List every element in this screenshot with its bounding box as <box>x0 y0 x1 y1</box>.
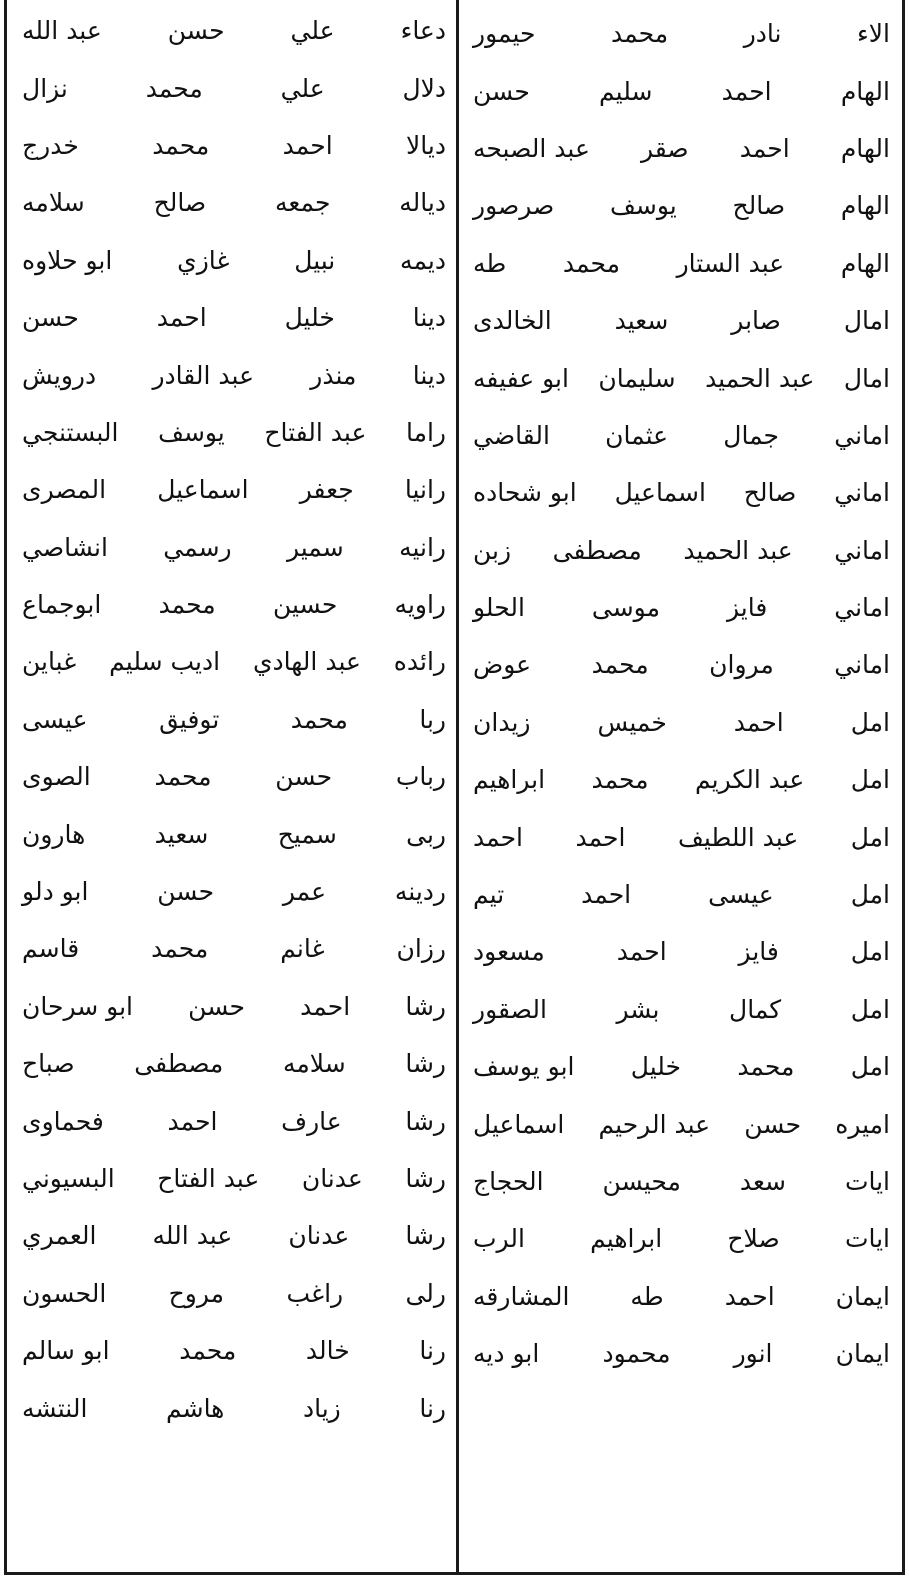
name-part: ابو دلو <box>22 877 89 907</box>
name-part: ابو سرحان <box>22 991 133 1021</box>
name-row <box>459 120 902 177</box>
name-part: الحسون <box>22 1278 107 1308</box>
name-part: اسماعيل <box>614 478 706 508</box>
name-part: عبد الحميد <box>705 363 815 393</box>
name-part: جمال <box>723 420 779 450</box>
name-part: عبد الهادي <box>252 647 361 677</box>
name-part: غانم <box>280 934 325 964</box>
name-part: اماني <box>834 593 890 623</box>
name-part: امال <box>843 363 890 393</box>
name-part: ايمان <box>835 1281 890 1311</box>
name-part: فايز <box>738 937 779 967</box>
name-part: رنا <box>419 1393 446 1423</box>
name-part: محمد <box>151 934 209 964</box>
name-part: جعفر <box>299 475 354 505</box>
name-part: الخالدى <box>473 306 552 336</box>
name-row <box>10 633 456 690</box>
name-part: محمد <box>145 73 203 103</box>
name-part: محمد <box>152 130 210 160</box>
name-part: خليل <box>284 303 335 333</box>
name-part: امل <box>850 765 890 795</box>
name-part: عبد الرحيم <box>598 1109 711 1139</box>
name-part: عبد الله <box>152 1221 233 1251</box>
name-part: نزال <box>22 73 68 103</box>
name-part: امل <box>850 994 890 1024</box>
name-part: الحجاج <box>473 1167 544 1196</box>
name-part: حسن <box>167 16 225 46</box>
name-part: راويه <box>394 590 446 620</box>
name-part: رشا <box>405 1049 446 1079</box>
name-part: كمال <box>729 994 782 1024</box>
name-part: الهام <box>840 133 890 163</box>
name-row <box>459 1095 902 1152</box>
name-part: مصطفى <box>134 1049 224 1079</box>
name-row <box>459 1038 902 1095</box>
name-part: امل <box>850 822 890 852</box>
name-part: رسمي <box>163 532 232 562</box>
name-row <box>10 519 456 576</box>
name-part: عبد القادر <box>152 360 254 390</box>
name-part: عمر <box>282 877 327 907</box>
name-row <box>10 461 456 518</box>
name-row <box>459 923 902 980</box>
name-part: الاء <box>857 19 890 49</box>
name-row <box>10 2 456 59</box>
name-part: علي <box>280 73 325 103</box>
name-part: ديمه <box>400 245 446 275</box>
name-row <box>10 805 456 862</box>
name-part: دعاء <box>400 16 446 46</box>
name-part: زبن <box>473 535 512 565</box>
name-part: ابو حلاوه <box>22 245 113 275</box>
name-part: الصقور <box>473 994 547 1024</box>
name-part: المشارقه <box>473 1281 570 1311</box>
name-part: رلى <box>405 1278 446 1308</box>
name-part: احمد <box>739 133 790 163</box>
name-part: ابراهيم <box>590 1224 663 1254</box>
name-part: عبد الفتاح <box>157 1164 260 1193</box>
name-part: توفيق <box>159 704 220 734</box>
name-part: مروح <box>168 1278 225 1308</box>
name-part: اماني <box>834 650 890 680</box>
name-part: اماني <box>834 420 890 450</box>
name-part: صابر <box>731 306 781 336</box>
name-part: اماني <box>834 535 890 565</box>
name-part: حسين <box>272 590 338 620</box>
name-row <box>459 1210 902 1267</box>
name-row <box>459 177 902 234</box>
name-part: دياله <box>399 188 446 218</box>
name-part: امل <box>850 1052 890 1082</box>
name-part: اماني <box>834 478 890 508</box>
name-part: سعيد <box>154 819 209 849</box>
name-part: مروان <box>709 650 774 680</box>
name-part: سعد <box>739 1167 787 1196</box>
name-row <box>459 981 902 1038</box>
name-part: احمد <box>300 991 351 1021</box>
name-part: صالح <box>153 188 207 218</box>
name-row <box>459 292 902 349</box>
name-part: جمعه <box>275 188 331 218</box>
name-part: احمد <box>721 76 772 106</box>
name-part: النتشه <box>22 1393 88 1423</box>
name-part: راغب <box>286 1278 344 1308</box>
name-part: الهام <box>840 248 890 278</box>
right-name-column <box>459 0 902 1572</box>
name-part: صباح <box>22 1049 75 1079</box>
name-part: هاشم <box>165 1393 225 1423</box>
name-part: مصطفى <box>552 535 642 565</box>
name-part: رباب <box>395 762 446 792</box>
name-part: احمد <box>581 880 632 910</box>
name-part: ايمان <box>835 1339 890 1369</box>
name-part: ابو ديه <box>473 1339 540 1369</box>
name-row <box>10 863 456 920</box>
name-part: رانيه <box>399 532 446 562</box>
name-row <box>459 522 902 579</box>
name-part: خميس <box>597 707 667 737</box>
name-part: سمير <box>286 532 344 562</box>
name-part: عبد الكريم <box>695 765 805 795</box>
name-part: محمد <box>179 1336 237 1366</box>
name-part: رشا <box>405 1164 446 1193</box>
name-part: حسن <box>275 762 333 792</box>
name-part: ربى <box>406 819 446 849</box>
name-part: طه <box>473 248 507 278</box>
name-row <box>459 579 902 636</box>
name-part: محمد <box>591 765 649 795</box>
name-part: محمد <box>562 248 621 278</box>
name-part: الرب <box>473 1224 525 1254</box>
name-part: عثمان <box>605 420 669 450</box>
name-part: انور <box>733 1339 773 1369</box>
name-part: خليل <box>630 1052 682 1082</box>
name-row <box>10 691 456 748</box>
name-row <box>10 978 456 1035</box>
name-part: احمد <box>156 303 207 333</box>
name-part: عبد الصبحه <box>473 133 590 163</box>
name-part: يوسف <box>158 417 225 447</box>
name-row <box>10 1035 456 1092</box>
name-row <box>10 117 456 174</box>
name-part: الصوى <box>22 762 91 792</box>
name-row <box>10 59 456 116</box>
name-part: الحلو <box>473 593 525 623</box>
name-row <box>10 1092 456 1149</box>
name-part: محمد <box>737 1052 795 1082</box>
name-part: درويش <box>22 360 97 390</box>
name-part: العمري <box>22 1221 97 1251</box>
name-part: احمد <box>724 1281 775 1311</box>
name-row <box>10 346 456 403</box>
name-row <box>10 1265 456 1322</box>
name-row <box>459 5 902 62</box>
name-part: رشا <box>405 1106 446 1136</box>
left-name-column <box>10 0 459 1572</box>
name-part: حسن <box>157 877 215 907</box>
name-part: امل <box>850 880 890 910</box>
name-part: غازي <box>177 245 230 275</box>
name-row <box>10 1322 456 1379</box>
name-part: ابو عفيفه <box>473 363 569 393</box>
name-part: احمد <box>282 130 333 160</box>
name-part: امل <box>850 937 890 967</box>
name-part: رانيا <box>404 475 446 505</box>
name-row <box>459 808 902 865</box>
name-part: احمد <box>167 1106 218 1136</box>
name-part: انشاصي <box>22 532 108 562</box>
name-row <box>10 1150 456 1207</box>
name-part: القاضي <box>473 420 550 450</box>
name-part: سلامه <box>283 1049 346 1079</box>
name-row <box>459 349 902 406</box>
name-row <box>10 748 456 805</box>
name-part: طه <box>630 1281 664 1311</box>
name-part: فحماوى <box>22 1106 104 1136</box>
name-part: دلال <box>402 73 446 103</box>
name-part: رائده <box>393 647 446 677</box>
name-part: صالح <box>732 191 786 221</box>
name-part: رنا <box>419 1336 446 1366</box>
name-list-sheet <box>4 0 905 1575</box>
name-row <box>459 636 902 693</box>
name-part: ابوجماع <box>22 590 102 620</box>
name-part: اديب سليم <box>109 647 221 677</box>
name-part: محمد <box>158 590 216 620</box>
name-part: عارف <box>281 1106 342 1136</box>
name-part: عبد الستار <box>676 248 785 278</box>
name-part: محمد <box>591 650 649 680</box>
name-part: هارون <box>22 819 86 849</box>
name-part: نادر <box>743 19 782 49</box>
name-part: حيمور <box>473 19 536 49</box>
name-part: عدنان <box>301 1164 363 1193</box>
name-part: حسن <box>188 991 245 1021</box>
name-part: خدرج <box>22 130 79 160</box>
name-part: موسى <box>591 593 660 623</box>
name-part: فايز <box>726 593 768 623</box>
name-part: ابو شحاده <box>473 478 577 508</box>
name-part: نبيل <box>294 245 336 275</box>
name-part: رزان <box>396 934 446 964</box>
name-row <box>459 1153 902 1210</box>
name-part: ايات <box>844 1167 890 1196</box>
name-part: الهام <box>840 76 890 106</box>
name-part: يوسف <box>610 191 677 221</box>
name-part: دينا <box>412 303 446 333</box>
name-part: خالد <box>305 1336 350 1366</box>
name-part: رشا <box>405 991 446 1021</box>
name-part: محمد <box>290 704 348 734</box>
name-part: احمد <box>733 707 784 737</box>
name-row <box>459 866 902 923</box>
name-part: صلاح <box>727 1224 780 1254</box>
name-row <box>10 232 456 289</box>
name-part: زياد <box>302 1393 341 1423</box>
name-part: سليمان <box>598 363 676 393</box>
name-part: عيسى <box>22 704 88 734</box>
name-part: عدنان <box>288 1221 350 1251</box>
name-part: صرصور <box>473 191 555 221</box>
name-part: ابراهيم <box>473 765 546 795</box>
name-part: حسن <box>22 303 79 333</box>
name-part: عبد الله <box>22 16 102 46</box>
name-part: منذر <box>310 360 357 390</box>
name-part: حسن <box>473 76 530 106</box>
name-part: المصرى <box>22 475 107 505</box>
name-row <box>459 62 902 119</box>
name-part: سعيد <box>614 306 669 336</box>
name-part: احمد <box>575 822 626 852</box>
name-part: ابو سالم <box>22 1336 110 1366</box>
name-part: دينا <box>412 360 446 390</box>
name-row <box>10 289 456 346</box>
name-part: البستنجي <box>22 417 119 447</box>
name-part: محمد <box>611 19 669 49</box>
name-part: امال <box>843 306 890 336</box>
name-part: زيدان <box>473 707 531 737</box>
name-part: الهام <box>840 191 890 221</box>
name-part: عيسى <box>708 880 774 910</box>
name-row <box>10 1379 456 1436</box>
name-part: تيم <box>473 880 505 910</box>
name-part: رشا <box>405 1221 446 1251</box>
name-row <box>10 576 456 633</box>
name-part: ايات <box>844 1224 890 1254</box>
name-part: احمد <box>616 937 667 967</box>
name-part: محيسن <box>602 1167 681 1196</box>
name-part: راما <box>405 417 446 447</box>
name-row <box>10 404 456 461</box>
name-part: احمد <box>473 822 524 852</box>
name-part: محمود <box>602 1339 671 1369</box>
name-part: عوض <box>473 650 532 680</box>
name-row <box>459 1325 902 1382</box>
name-part: سميح <box>277 819 337 849</box>
name-part: مسعود <box>473 937 545 967</box>
name-row <box>459 1268 902 1325</box>
name-row <box>10 174 456 231</box>
name-row <box>459 694 902 751</box>
name-part: صقر <box>640 133 689 163</box>
name-row <box>10 920 456 977</box>
name-part: اسماعيل <box>473 1109 565 1139</box>
name-part: علي <box>290 16 335 46</box>
name-part: غباين <box>22 647 77 677</box>
name-part: ردينه <box>394 877 446 907</box>
name-part: ربا <box>419 704 446 734</box>
name-part: سليم <box>599 76 653 106</box>
name-part: ديالا <box>406 130 446 160</box>
name-part: ابو يوسف <box>473 1052 575 1082</box>
name-part: صالح <box>743 478 797 508</box>
name-part: عبد الفتاح <box>264 417 367 447</box>
name-part: سلامه <box>22 188 85 218</box>
name-part: محمد <box>154 762 212 792</box>
name-row <box>459 464 902 521</box>
name-row <box>459 407 902 464</box>
name-part: البسيوني <box>22 1164 115 1193</box>
name-part: اسماعيل <box>157 475 249 505</box>
name-row <box>459 751 902 808</box>
name-row <box>459 235 902 292</box>
name-part: بشر <box>616 994 660 1024</box>
name-part: عبد الحميد <box>683 535 793 565</box>
name-part: عبد اللطيف <box>677 822 799 852</box>
name-part: قاسم <box>22 934 80 964</box>
name-part: اميره <box>835 1109 890 1139</box>
name-part: امل <box>850 707 890 737</box>
name-row <box>10 1207 456 1264</box>
name-part: حسن <box>744 1109 802 1139</box>
